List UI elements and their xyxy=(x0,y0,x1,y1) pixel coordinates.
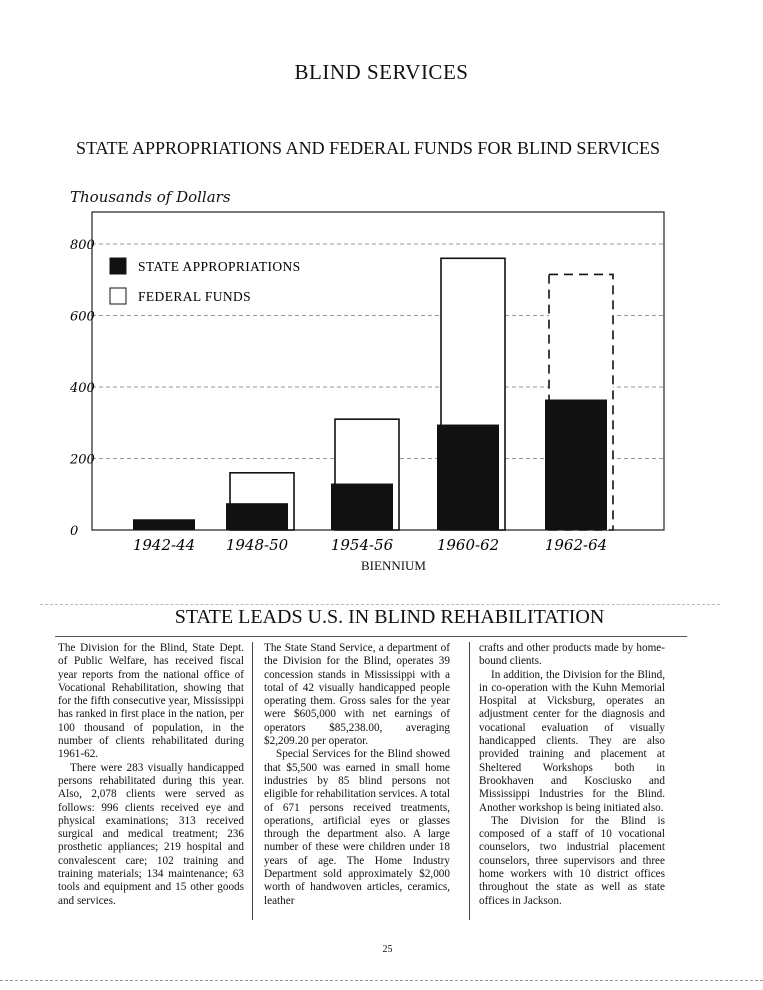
page-bottom-rule xyxy=(0,980,763,981)
bar-state-appropriations xyxy=(133,519,195,530)
x-tick-label: 1942-44 xyxy=(132,536,196,554)
page-title: BLIND SERVICES xyxy=(294,60,469,84)
y-tick-label: 400 xyxy=(70,381,95,396)
y-tick-label: 600 xyxy=(70,309,95,325)
legend-federal-funds: FEDERAL FUNDS xyxy=(138,289,252,304)
x-tick-label: 1954-56 xyxy=(330,536,394,554)
paragraph: crafts and other products made by home-bound clients. xyxy=(479,642,665,668)
column-divider xyxy=(252,642,253,920)
section-divider-dashed xyxy=(40,604,720,605)
paragraph: The State Stand Service, a department of the Division for the Blind, operates 39 concession stands in Mississippi with a total of 42 visually handicapped people operating them. Gross sales for the year were $605,000 with net earnings of operators $85,238.00, averaging $2,209.20 per operator. xyxy=(264,642,450,748)
bar-state-appropriations xyxy=(545,400,607,530)
legend-state-appropriations: STATE APPROPRIATIONS xyxy=(138,259,301,274)
y-axis-label: Thousands of Dollars xyxy=(70,188,231,206)
article-column-2 xyxy=(264,642,450,908)
x-tick-label: 1962-64 xyxy=(544,536,608,554)
paragraph: In addition, the Division for the Blind, in co-operation with the Kuhn Memorial Hospital at Vicksburg, operates an adjustment center for the diagnosis and vocational evaluation of visually handicapped clients. They are also provided training and placement at Sheltered Workshops both in Brookhaven and Kosciusko and Mississippi Industries for the Blind. Another workshop is being initiated also. xyxy=(479,668,665,814)
legend-federal-funds-swatch xyxy=(110,288,126,304)
article-column-3 xyxy=(479,642,665,908)
y-tick-label: 200 xyxy=(70,452,95,468)
bar-state-appropriations xyxy=(331,484,393,530)
page-number: 25 xyxy=(382,944,393,955)
section-title: STATE LEADS U.S. IN BLIND REHABILITATION xyxy=(174,606,605,628)
paragraph: The Division for the Blind, State Dept. of Public Welfare, has received fiscal year reports from the national office of Vocational Rehabilitation, showing that for the fifth consecutive year, Mississippi has ranked in first place in the nation, per 100 thousand of population, in the number of clients rehabilitated during 1961-62. xyxy=(58,642,244,761)
x-tick-label: 1948-50 xyxy=(225,536,289,554)
bar-state-appropriations xyxy=(437,425,499,530)
bar-chart xyxy=(0,200,763,560)
paragraph: Special Services for the Blind showed that $5,500 was earned in small home industries by 85 blind persons not eligible for rehabilitation services. A total of 671 persons received treatments, operations, artificial eyes or glasses through the department also. A large number of these were children under 18 years of age. The Home Industry Department sold approximately $2,000 worth of handwoven articles, ceramics, leather xyxy=(264,748,450,907)
y-tick-label: 800 xyxy=(70,238,95,253)
column-divider xyxy=(469,642,470,920)
section-divider xyxy=(55,636,687,637)
bar-state-appropriations xyxy=(226,503,288,530)
x-tick-label: 1960-62 xyxy=(436,536,500,554)
y-tick-label: 0 xyxy=(70,524,79,539)
chart-title: STATE APPROPRIATIONS AND FEDERAL FUNDS FOR BLIND SERVICES xyxy=(75,138,661,158)
legend-state-appropriations-swatch xyxy=(110,258,126,274)
paragraph: There were 283 visually handicapped persons rehabilitated during this year. Also, 2,078 clients were served as follows: 996 clients received eye and physical examinations; 313 received surgical and medical treatment; 236 prosthetic appliances; 219 hospital and convalescent care; 102 training and training materials; 134 maintenance; 63 tools and equipment and 15 other goods and services. xyxy=(58,761,244,907)
paragraph: The Division for the Blind is composed of a staff of 10 vocational counselors, two industrial placement counselors, three supervisors and three home workers with 10 district offices throughout the state as well as state offices in Jackson. xyxy=(479,814,665,907)
article-column-1 xyxy=(58,642,244,908)
x-axis-label: BIENNIUM xyxy=(361,558,426,573)
